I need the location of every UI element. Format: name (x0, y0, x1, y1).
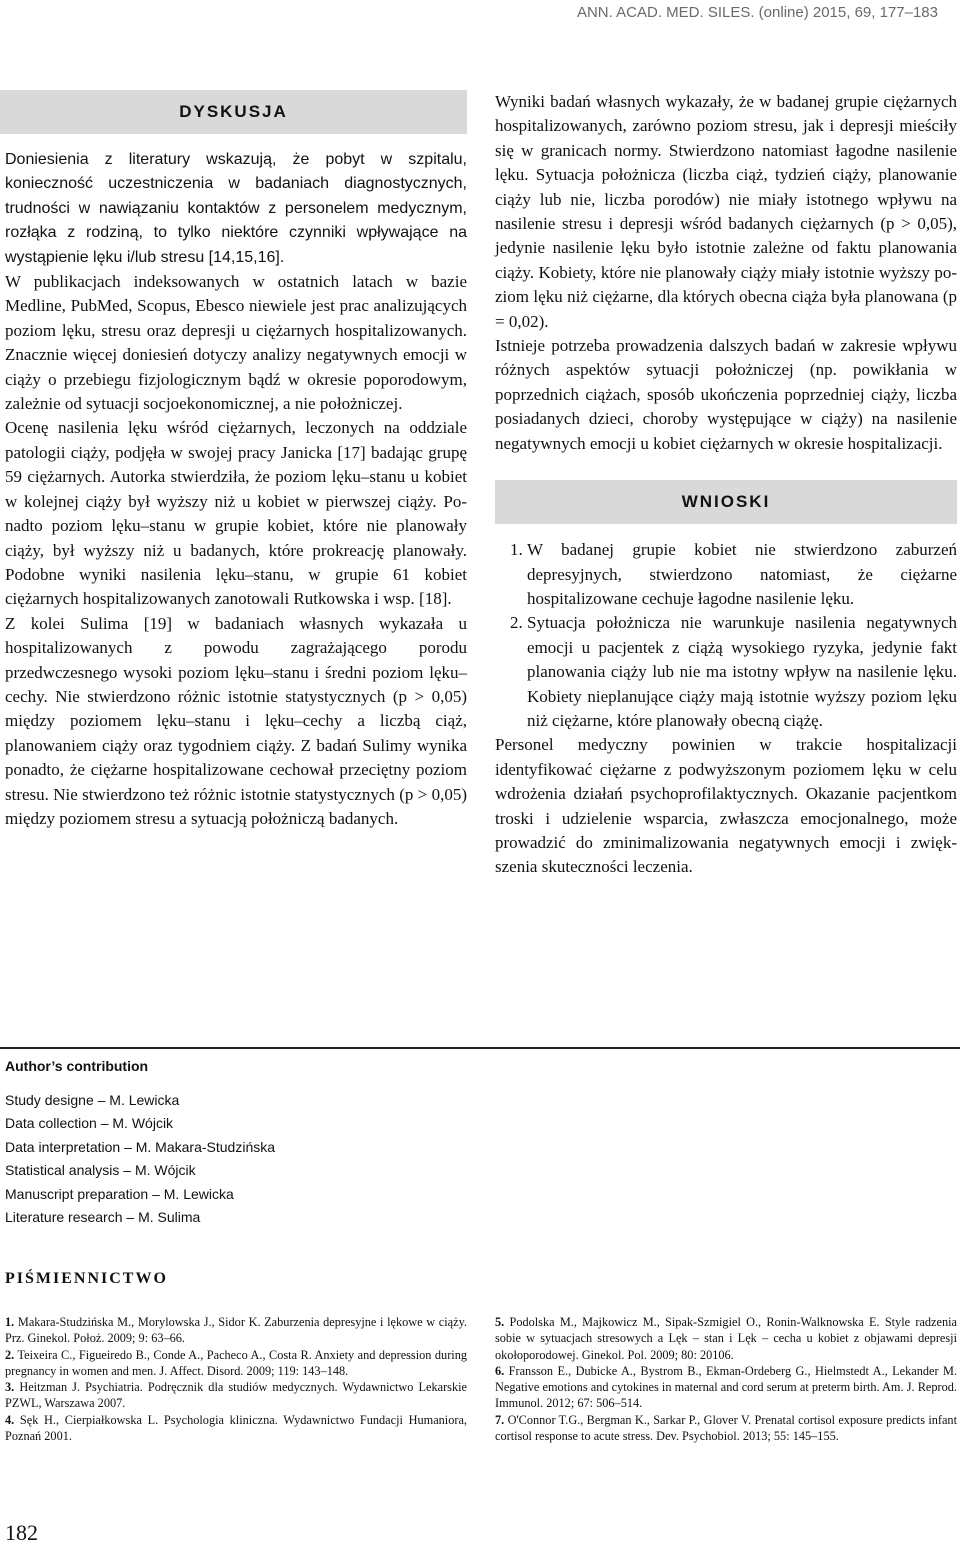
discussion-paragraph-3: Ocenę nasilenia lęku wśród ciężarnych, leczonych na oddziale patologii ciąży, podjęła w swojej pracy Janicka [17] badając grupę 59 ciężarnych. Autorka stwierdziła, że poziom lęku–stanu u kobiet w kolejnej ciąży był wyższy niż u kobiet w pierwszej ciąży. Ponadto poziom lęku–stanu w grupie kobiet, które nie planowały ciąży, był wyższy niż u badanych, które prokreację planowały. Podobne wyniki nasilenia lęku–stanu, w grupie 61 kobiet ciężarnych hospitalizowanych zanotowali Rutkowska i wsp. [18]. (5, 418, 467, 609)
discussion-paragraph-4: Z kolei Sulima [19] w badaniach własnych wykazała u hospitalizowanych z powodu zagrażającego porodu przedwczesnego wysoki poziom lęku–stanu i średni poziom lęku–cechy. Nie stwierdzono różnic istotnie statystycznych (p > 0,05) między poziomem lęku–stanu i lęku–cechy a liczbą ciąż, planowaniem ciąży oraz tygodniem ciąży. Z badań Sulimy wynika ponadto, że ciężarne hospitalizowane cechował przeciętny poziom stresu. Nie stwierdzono też różnic istotnie statystycznych (p > 0,05) między poziomem stresu a sytuacją położniczą badanych. (5, 613, 467, 828)
section-divider (0, 1047, 960, 1049)
reference-text: O'Connor T.G., Bergman K., Sarkar P., Glover V. Prenatal cortisol exposure predicts infant cortisol response to acute stress. Dev. Psychobiol. 2013; 55: 145–155. (495, 1412, 957, 1444)
references-right-column (495, 1314, 957, 1444)
contribution-line: Data interpretation – M. Makara-Studzińska (5, 1138, 276, 1155)
reference-text: Heitzman J. Psychiatria. Podręcznik dla studiów medycznych. Wydawnictwo Lekarskie PZWL, Warszawa 2007. (5, 1380, 467, 1411)
conclusions-heading: WNIOSKI (495, 480, 957, 524)
reference-number: 5. (495, 1315, 505, 1329)
references-left-column (5, 1314, 467, 1444)
discussion-paragraph-1: Doniesienia z literatury wskazują, że pobyt w szpitalu, konieczność uczestniczenia w badaniach diagnostycznych, trudności w nawiązaniu kontaktów z personelem medycznym, rozłąka z rodziną, to tylko niektóre czynniki wpływające na wystąpienie lęku i/lub stresu [14,15,16]. (5, 151, 467, 266)
reference-number: 3. (5, 1380, 15, 1395)
running-head: ANN. ACAD. MED. SILES. (online) 2015, 69, 177–183 (576, 4, 938, 21)
reference-item (495, 1412, 957, 1445)
author-contribution (5, 1055, 275, 1230)
right-column (495, 90, 957, 880)
left-column (5, 90, 467, 831)
page-number: 182 (5, 1520, 38, 1545)
discussion-paragraph-6: Istnieje potrzeba prowadzenia dalszych badań w zakresie wpływu różnych aspektów sytuacji położniczej (np. powikłania w poprzednich ciążach, sposób ukończenia poprzedniej ciąży, liczba posiadanych dzieci, choroby występujące w ciąży) na nasilenie negatywnych emocji u kobiet ciężarnych w okresie hospitalizacji. (495, 336, 957, 453)
conclusion-item-2: 2. Sytuacja położnicza nie warunkuje nasilenia negatywnych emocji u pacjentek z ciążą wysokiego ryzyka, jedynie fakt planowania ciąży lub nie ma istotny wpływ na nasilenie lęku. Kobiety nieplanujące ciąży mają istotnie wyższy poziom lęku niż ciężarne, które planowały obecną ciążę. (527, 611, 957, 733)
reference-number: 7. (495, 1412, 505, 1427)
reference-text: Teixeira C., Figueiredo B., Conde A., Pacheco A., Costa R. Anxiety and depression during pregnancy in women and men. J. Affect. Disord. 2009; 119: 143–148. (5, 1347, 467, 1378)
author-contribution-heading: Author’s contribution (5, 1058, 149, 1074)
reference-item (495, 1363, 957, 1412)
reference-number: 1. (5, 1315, 15, 1329)
discussion-paragraph-2: W publikacjach indeksowanych w ostatnich latach w bazie Medline, PubMed, Scopus, Ebesco niewiele jest prac analizujących poziom lęku, stresu oraz depresji u ciężarnych hospitalizowanych. Znacznie więcej doniesień dotyczy analizy negatywnych emocji w ciąży o przebiegu fizjologicznym bądź w okresie poporodowym, zależnie od sytuacji socjoekonomicznej, a nie położniczej. (5, 272, 467, 414)
reference-text: Sęk H., Cierpiałkowska L. Psychologia kliniczna. Wydawnictwo Fundacji Humaniora, Poznań 2001. (5, 1412, 467, 1444)
reference-text: Makara-Studzińska M., Morylowska J., Sidor K. Zaburzenia depresyjne i lękowe w ciąży. Prz. Ginekol. Położ. 2009; 9: 63–66. (5, 1315, 468, 1346)
reference-number: 4. (5, 1412, 15, 1427)
reference-number: 6. (495, 1363, 505, 1378)
reference-item (5, 1412, 467, 1445)
reference-text: Fransson E., Dubicke A., Bystrom B., Ekman-Ordeberg G., Hielmstedt A., Lekander M. Negative emotions and cytokines in maternal and cord serum at preterm birth. Am. J. Reprod. Immunol. 2012; 67: 506–514. (495, 1363, 957, 1411)
discussion-paragraph-5: Wyniki badań własnych wykazały, że w badanej grupie ciężarnych hospitalizowanych, zarówno poziom stresu, jak i depresji mieściły się w granicach normy. Stwierdzono natomiast łagodne nasilenie lęku. Sytuacja położnicza (liczba ciąż, tydzień ciąży, planowanie ciąży lub nie, liczba porodów) nie miały istotnego wpływu na nasilenie stresu i depresji wśród badanych ciężarnych (p > 0,05), jedynie nasilenie lęku było istotnie zależne od faktu planowania ciąży. Kobiety, które nie planowały ciąży miały istotnie wyższy poziom lęku niż ciężarne, dla których obecna ciąża była planowana (p = 0,02). (495, 92, 957, 331)
contribution-line: Manuscript preparation – M. Lewicka (5, 1185, 234, 1202)
reference-item (5, 1314, 467, 1347)
contribution-line: Literature research – M. Sulima (5, 1209, 201, 1225)
conclusions-closing-paragraph: Personel medyczny powinien w trakcie hospitalizacji identyfikować ciężarne z podwyższonym poziomem lęku w celu wdrożenia działań psychoprofilaktycznych. Okazanie pacjentkom troski i udzielenie wsparcia, zwłaszcza emocjonalnego, może prowadzić do zminimalizowania negatywnych emocji i zwiększenia skuteczności leczenia. (495, 735, 957, 877)
reference-text: Podolska M., Majkowicz M., Sipak-Szmigiel O., Ronin-Walknowska E. Style radzenia sobie w sytuacjach stresowych a Lęk – stan i Lęk – cecha u kobiet z objawami depresji okołoporodowej. Ginekol. Pol. 2009; 80: 20106. (495, 1315, 957, 1362)
conclusion-item-1: 1. W badanej grupie kobiet nie stwierdzono zaburzeń depresyjnych, stwierdzono natomiast, że ciężarne hospitalizowane cechuje łagodne nasilenie lęku. (527, 538, 957, 611)
discussion-heading: DYSKUSJA (0, 90, 467, 134)
conclusions-list (495, 538, 957, 733)
reference-item (5, 1379, 467, 1412)
contribution-line: Data collection – M. Wójcik (5, 1115, 174, 1131)
reference-number: 2. (5, 1347, 15, 1362)
contribution-line: Study designe – M. Lewicka (5, 1091, 180, 1108)
references-heading: PIŚMIENNICTWO (5, 1270, 168, 1287)
reference-item (5, 1347, 467, 1380)
contribution-line: Statistical analysis – M. Wójcik (5, 1162, 196, 1178)
reference-item (495, 1314, 957, 1363)
